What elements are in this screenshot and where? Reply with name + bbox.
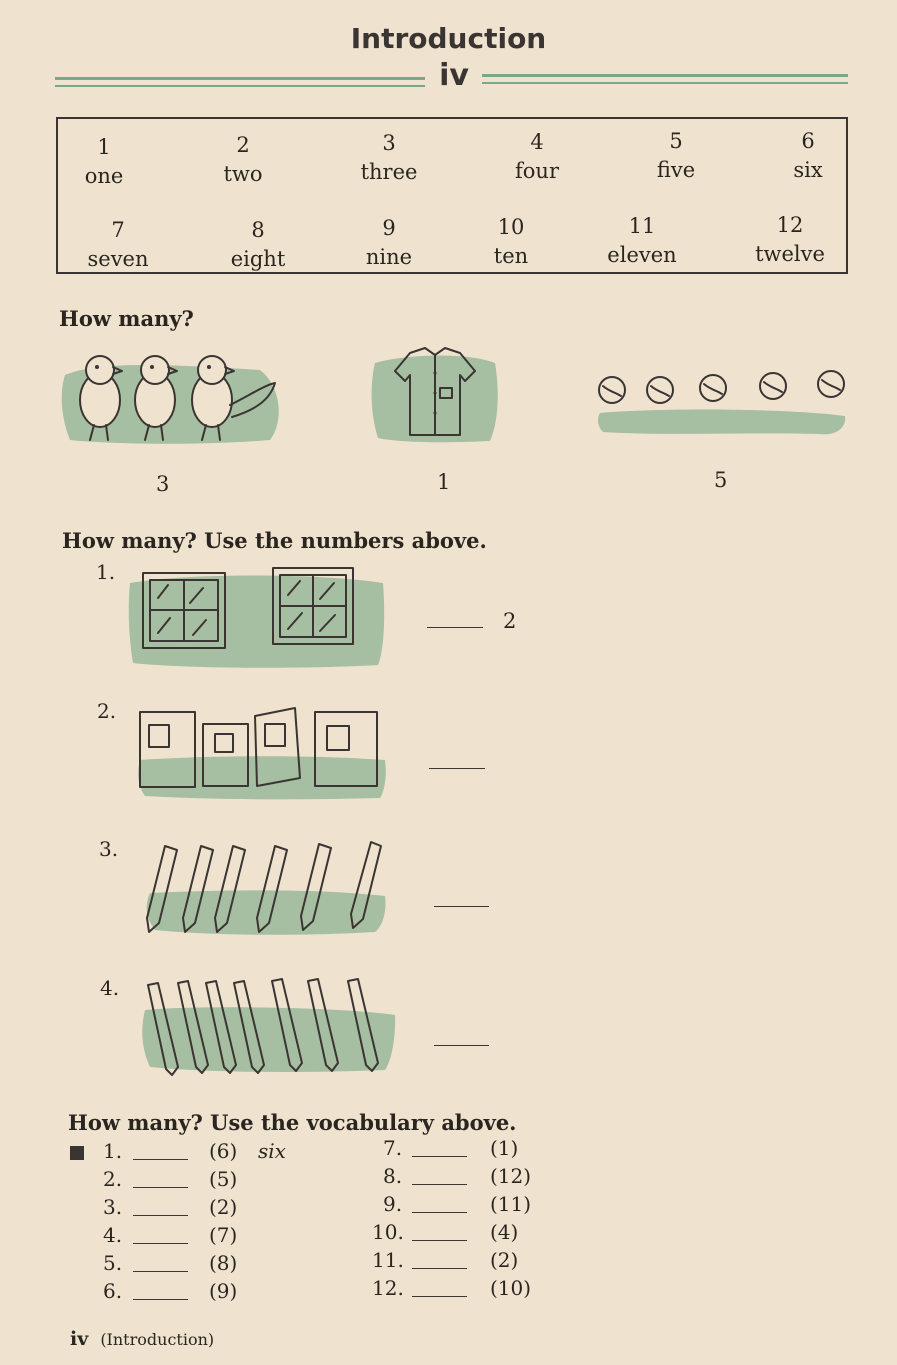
vocab-number: 10. (372, 1220, 404, 1244)
page-title: Introduction (350, 22, 547, 55)
number-cell (58, 216, 178, 274)
answer-blank (133, 1159, 188, 1160)
answer-blank (412, 1268, 467, 1269)
vocab-number: 2. (103, 1167, 123, 1191)
number-digit: 9 (382, 216, 396, 240)
vocab-number: 11. (372, 1248, 404, 1272)
vocab-answer: six (258, 1139, 286, 1163)
pens-illustration (135, 838, 390, 938)
number-cell (183, 131, 303, 189)
number-digit: 4 (530, 130, 544, 154)
number-cell (582, 212, 702, 270)
number-word: four (515, 159, 559, 183)
number-word: twelve (755, 242, 825, 266)
vocab-number: 9. (383, 1192, 403, 1216)
answer-blank (412, 1212, 467, 1213)
vocab-clue: (7) (209, 1223, 238, 1247)
item-answer: 2 (503, 609, 517, 633)
vocab-clue: (11) (490, 1192, 532, 1216)
number-cell (329, 214, 449, 272)
vocab-number: 5. (103, 1251, 123, 1275)
section2-heading: How many? Use the numbers above. (62, 528, 487, 553)
number-digit: 3 (382, 131, 396, 155)
answer-blank (412, 1240, 467, 1241)
vocab-clue: (1) (490, 1136, 519, 1160)
number-cell (451, 213, 571, 271)
answer-blank (133, 1299, 188, 1300)
section1-heading: How many? (59, 306, 194, 331)
answer-blank (429, 768, 485, 769)
example-count: 5 (714, 468, 728, 492)
number-digit: 12 (776, 213, 804, 237)
number-cell (616, 127, 736, 185)
example-marker-icon (70, 1146, 84, 1160)
item-number: 2. (97, 699, 117, 723)
vocab-number: 12. (372, 1276, 404, 1300)
footer-label: (Introduction) (100, 1330, 215, 1349)
books-illustration (135, 700, 390, 800)
vocab-number: 3. (103, 1195, 123, 1219)
number-digit: 11 (628, 214, 656, 238)
vocab-number: 6. (103, 1279, 123, 1303)
answer-blank (412, 1296, 467, 1297)
answer-blank (412, 1184, 467, 1185)
vocab-number: 8. (383, 1164, 403, 1188)
answer-blank (427, 627, 483, 628)
vocab-clue: (8) (209, 1251, 238, 1275)
answer-blank (133, 1243, 188, 1244)
number-digit: 8 (251, 218, 265, 242)
item-number: 1. (96, 560, 116, 584)
number-cell (198, 216, 318, 274)
vocab-clue: (2) (209, 1195, 238, 1219)
pencils-illustration (140, 975, 398, 1080)
shirt-illustration (370, 343, 500, 443)
vocab-clue: (10) (490, 1276, 532, 1300)
vocab-clue: (12) (490, 1164, 532, 1188)
answer-blank (133, 1215, 188, 1216)
number-digit: 7 (111, 218, 125, 242)
number-word: three (360, 160, 418, 184)
number-digit: 2 (236, 133, 250, 157)
answer-blank (133, 1271, 188, 1272)
vocab-number: 7. (383, 1136, 403, 1160)
number-word: one (84, 164, 124, 188)
vocab-clue: (5) (209, 1167, 238, 1191)
vocab-number: 1. (103, 1139, 123, 1163)
windows-illustration (128, 563, 388, 673)
answer-blank (133, 1187, 188, 1188)
footer-page-number: iv (70, 1328, 89, 1350)
vocab-clue: (9) (209, 1279, 238, 1303)
number-word: ten (493, 244, 529, 268)
number-digit: 10 (497, 215, 525, 239)
answer-blank (434, 906, 489, 907)
number-word: nine (365, 245, 413, 269)
number-word: five (656, 158, 696, 182)
number-word: six (793, 158, 823, 182)
vocab-clue: (4) (490, 1220, 519, 1244)
number-word: seven (87, 247, 149, 271)
section3-heading: How many? Use the vocabulary above. (68, 1110, 517, 1135)
answer-blank (412, 1156, 467, 1157)
vocab-number: 4. (103, 1223, 123, 1247)
number-digit: 1 (97, 135, 111, 159)
page-number-header: iv (439, 58, 469, 93)
item-number: 3. (99, 837, 119, 861)
item-number: 4. (100, 976, 120, 1000)
number-cell (748, 127, 868, 185)
number-word: eleven (607, 243, 677, 267)
number-digit: 6 (801, 129, 815, 153)
number-cell (730, 211, 850, 269)
answer-blank (434, 1045, 489, 1046)
footer (70, 1328, 214, 1350)
number-word: eight (230, 247, 286, 271)
header-rule-left (55, 77, 425, 87)
number-cell (477, 128, 597, 186)
vocab-clue: (6) (209, 1139, 238, 1163)
number-cell (329, 129, 449, 187)
number-digit: 5 (669, 129, 683, 153)
number-word: two (223, 162, 263, 186)
header-rule-right (482, 74, 848, 84)
balls-illustration (595, 368, 850, 438)
number-cell (44, 133, 164, 191)
example-count: 1 (437, 470, 451, 494)
vocab-clue: (2) (490, 1248, 519, 1272)
birds-illustration (60, 345, 285, 450)
example-count: 3 (156, 472, 170, 496)
